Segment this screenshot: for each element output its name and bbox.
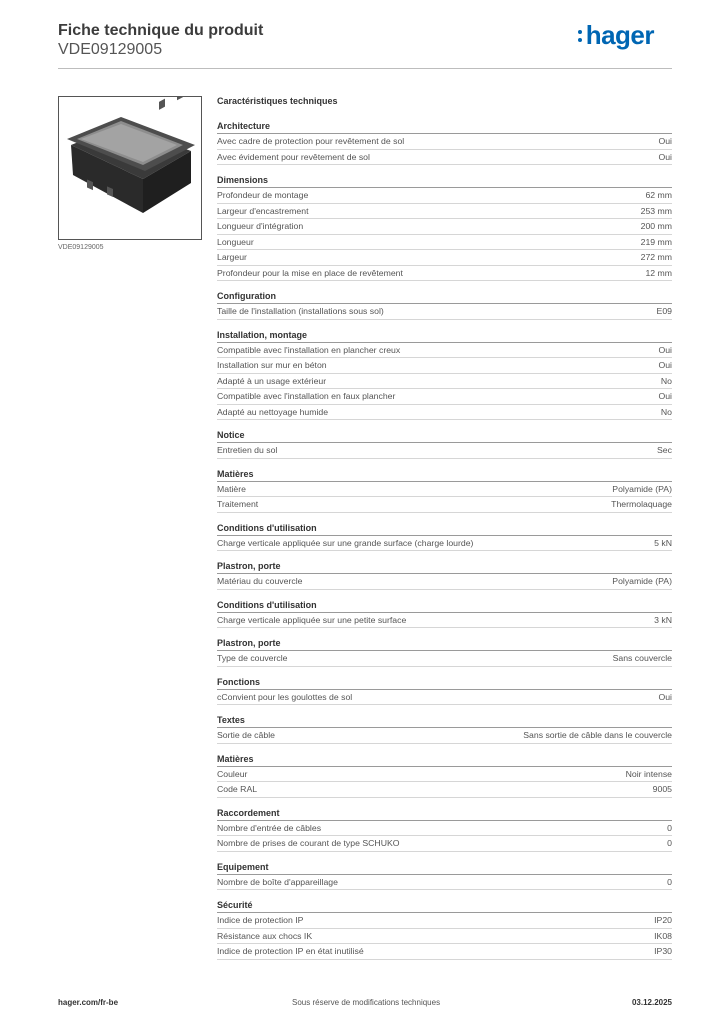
spec-value: 62 mm <box>645 190 672 200</box>
spec-row <box>217 343 672 359</box>
spec-row <box>217 389 672 405</box>
page-title: Fiche technique du produit <box>58 22 264 39</box>
spec-label: Type de couvercle <box>217 653 288 663</box>
spec-group <box>217 290 672 320</box>
spec-label: Adapté au nettoyage humide <box>217 406 329 417</box>
spec-value: 253 mm <box>640 205 672 216</box>
spec-group-title: Architecture <box>217 120 672 134</box>
product-code: VDE09129005 <box>58 41 163 58</box>
spec-row <box>217 405 672 421</box>
spec-value: IP30 <box>654 946 672 956</box>
footer-date: 03.12.2025 <box>631 998 672 1007</box>
spec-group-title: Plastron, porte <box>217 637 672 651</box>
spec-label: Charge verticale appliquée sur une grande surface (charge lourde) <box>217 537 474 548</box>
spec-row <box>217 497 672 513</box>
spec-label: Avec cadre de protection pour revêtement de sol <box>217 136 405 146</box>
spec-value: No <box>660 406 672 417</box>
spec-label: Profondeur de montage <box>217 190 309 200</box>
spec-row <box>217 219 672 235</box>
spec-label: Largeur <box>217 252 247 262</box>
spec-value: Sec <box>657 445 672 455</box>
spec-label: Nombre de prises de courant de type SCHUKO <box>217 838 400 848</box>
footer-website: hager.com/fr-be <box>58 998 119 1007</box>
spec-group <box>217 807 672 852</box>
spec-group <box>217 174 672 281</box>
spec-label: Installation sur mur en béton <box>217 360 327 370</box>
spec-group <box>217 676 672 706</box>
spec-value: Sans sortie de câble dans le couvercle <box>523 730 672 740</box>
spec-group-title: Installation, montage <box>217 329 672 343</box>
spec-row <box>217 767 672 783</box>
spec-value: Oui <box>658 391 672 401</box>
spec-group <box>217 899 672 960</box>
spec-label: Nombre de boîte d'appareillage <box>217 876 338 887</box>
spec-group <box>217 560 672 590</box>
spec-label: Taille de l'installation (installations sous sol) <box>217 306 384 316</box>
spec-label: Largeur d'encastrement <box>217 205 309 216</box>
spec-value: Oui <box>658 360 672 370</box>
spec-label: Résistance aux chocs IK <box>217 930 313 941</box>
spec-group <box>217 861 672 891</box>
spec-value: Polyamide (PA) <box>612 576 672 586</box>
spec-row <box>217 875 672 891</box>
spec-label: Adapté à un usage extérieur <box>217 375 327 386</box>
spec-value: 12 mm <box>645 267 672 278</box>
spec-value: IP20 <box>654 915 672 925</box>
spec-value: 219 mm <box>640 236 672 247</box>
spec-group-title: Equipement <box>217 861 672 875</box>
spec-label: Longueur <box>217 236 254 247</box>
page-header <box>58 20 672 69</box>
spec-row <box>217 150 672 166</box>
spec-label: Matériau du couvercle <box>217 576 303 586</box>
spec-group <box>217 120 672 165</box>
spec-value: 272 mm <box>640 252 672 262</box>
spec-value: 0 <box>667 822 672 833</box>
spec-value: 200 mm <box>640 221 672 231</box>
spec-value: Noir intense <box>625 768 672 779</box>
spec-row <box>217 944 672 960</box>
spec-row <box>217 536 672 552</box>
spec-label: Indice de protection IP en état inutilisé <box>217 946 364 956</box>
spec-group-title: Dimensions <box>217 174 672 188</box>
spec-group-title: Configuration <box>217 290 672 304</box>
spec-label: Entretien du sol <box>217 445 278 455</box>
spec-group-title: Raccordement <box>217 807 672 821</box>
spec-group <box>217 429 672 459</box>
spec-value: Oui <box>658 136 672 146</box>
spec-label: Longueur d'intégration <box>217 221 304 231</box>
spec-label: cConvient pour les goulottes de sol <box>217 691 353 702</box>
spec-row <box>217 188 672 204</box>
spec-group-title: Fonctions <box>217 676 672 690</box>
product-image <box>58 96 202 240</box>
spec-group <box>217 468 672 513</box>
spec-row <box>217 690 672 706</box>
spec-group-title: Textes <box>217 714 672 728</box>
spec-label: Compatible avec l'installation en plancher creux <box>217 344 401 355</box>
spec-row <box>217 204 672 220</box>
spec-row <box>217 304 672 320</box>
spec-value: E09 <box>656 306 672 316</box>
spec-group-title: Conditions d'utilisation <box>217 522 672 536</box>
spec-row <box>217 913 672 929</box>
spec-value: 9005 <box>652 784 672 794</box>
product-image-caption: VDE09129005 <box>58 244 104 251</box>
spec-value: Thermolaquage <box>611 499 672 509</box>
floor-box-icon <box>59 97 201 239</box>
spec-row <box>217 134 672 150</box>
spec-value: Oui <box>658 151 672 162</box>
spec-group-title: Conditions d'utilisation <box>217 599 672 613</box>
spec-row <box>217 482 672 498</box>
spec-row <box>217 574 672 590</box>
spec-row <box>217 728 672 744</box>
spec-label: Nombre d'entrée de câbles <box>217 822 322 833</box>
spec-value: 0 <box>667 838 672 848</box>
logo-dots-icon <box>578 24 583 46</box>
spec-label: Couleur <box>217 768 248 779</box>
spec-group <box>217 522 672 552</box>
spec-group <box>217 329 672 421</box>
spec-value: 3 kN <box>654 614 672 625</box>
technical-specs <box>217 96 672 969</box>
spec-row <box>217 250 672 266</box>
spec-row <box>217 651 672 667</box>
hager-logo: hager <box>578 20 654 51</box>
spec-value: No <box>660 375 672 386</box>
spec-group-title: Notice <box>217 429 672 443</box>
footer-notice: Sous réserve de modifications techniques <box>292 998 441 1007</box>
spec-row <box>217 443 672 459</box>
spec-row <box>217 782 672 798</box>
spec-value: Oui <box>658 691 672 702</box>
spec-row <box>217 266 672 282</box>
spec-row <box>217 836 672 852</box>
spec-group <box>217 637 672 667</box>
spec-row <box>217 929 672 945</box>
spec-group-title: Sécurité <box>217 899 672 913</box>
spec-label: Indice de protection IP <box>217 915 304 925</box>
spec-label: Traitement <box>217 499 259 509</box>
spec-value: Oui <box>658 344 672 355</box>
spec-label: Compatible avec l'installation en faux plancher <box>217 391 396 401</box>
spec-row <box>217 821 672 837</box>
spec-row <box>217 613 672 629</box>
spec-value: 5 kN <box>654 537 672 548</box>
spec-group-title: Plastron, porte <box>217 560 672 574</box>
spec-label: Matière <box>217 483 246 494</box>
spec-value: 0 <box>667 876 672 887</box>
spec-label: Charge verticale appliquée sur une petite surface <box>217 614 407 625</box>
spec-row <box>217 235 672 251</box>
spec-label: Profondeur pour la mise en place de revêtement <box>217 267 403 278</box>
spec-group <box>217 714 672 744</box>
spec-groups <box>217 120 672 960</box>
spec-group-title: Matières <box>217 468 672 482</box>
spec-row <box>217 374 672 390</box>
spec-group-title: Matières <box>217 753 672 767</box>
spec-label: Avec évidement pour revêtement de sol <box>217 151 370 162</box>
spec-group <box>217 753 672 798</box>
spec-label: Sortie de câble <box>217 730 275 740</box>
spec-value: IK08 <box>654 930 672 941</box>
spec-group <box>217 599 672 629</box>
spec-value: Polyamide (PA) <box>612 483 672 494</box>
spec-row <box>217 358 672 374</box>
spec-value: Sans couvercle <box>612 653 672 663</box>
specs-heading: Caractéristiques techniques <box>217 96 338 106</box>
spec-label: Code RAL <box>217 784 258 794</box>
